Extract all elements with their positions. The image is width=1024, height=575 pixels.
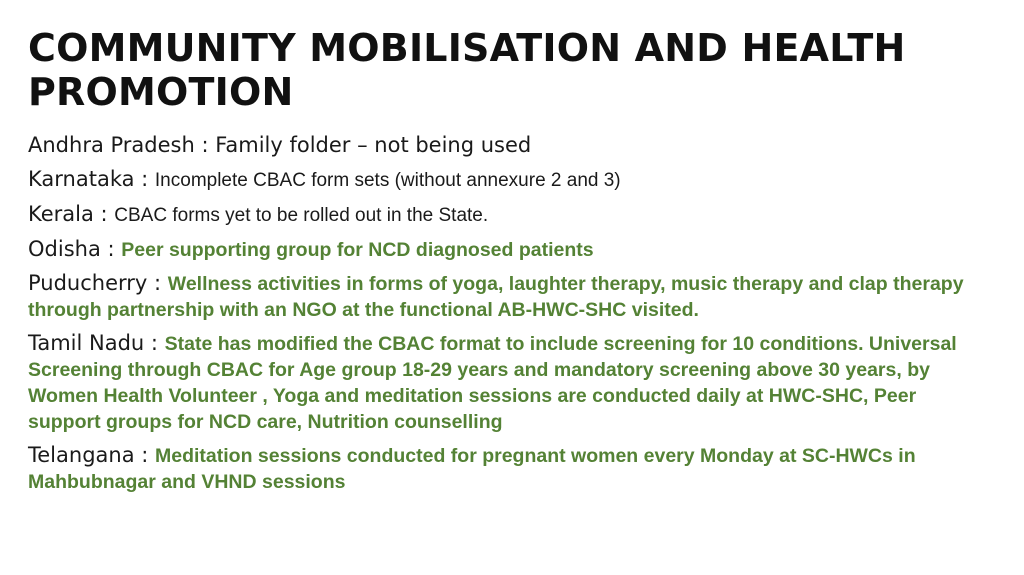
state-label: Tamil Nadu :: [28, 331, 165, 355]
state-label: Puducherry :: [28, 271, 168, 295]
state-label: Kerala :: [28, 202, 115, 226]
state-label: Andhra Pradesh :: [28, 133, 209, 157]
state-description: Meditation sessions conducted for pregnant women every Monday at SC-HWCs in Mahbubnagar and VHND sessions: [28, 445, 916, 493]
state-description: Wellness activities in forms of yoga, laughter therapy, music therapy and clap therapy through partnership with an NGO at the functional AB-HWC-SHC visited.: [28, 273, 964, 321]
list-item-odisha: [28, 236, 984, 263]
state-description: Peer supporting group for NCD diagnosed patients: [121, 239, 594, 261]
state-description: State has modified the CBAC format to include screening for 10 conditions. Universal Screening through CBAC for Age group 18-29 years and mandatory screening above 30 years, by Women Health Volunteer , Yoga and meditation sessions are conducted daily at HWC-SHC, Peer support groups for NCD care, Nutrition counselling: [28, 333, 957, 433]
list-item-karnataka: [28, 166, 984, 194]
list-item-puducherry: [28, 270, 984, 323]
state-findings-list: [28, 132, 984, 495]
state-description: Incomplete CBAC form sets (without annexure 2 and 3): [154, 170, 621, 191]
state-label: Telangana :: [28, 443, 155, 467]
state-description: CBAC forms yet to be rolled out in the State.: [114, 205, 489, 226]
list-item-andhra-pradesh: [28, 132, 984, 159]
slide-title: COMMUNITY MOBILISATION AND HEALTH PROMOTION: [28, 26, 906, 114]
list-item-tamil-nadu: [28, 330, 984, 435]
state-description: Family folder – not being used: [208, 133, 532, 157]
state-label: Odisha :: [28, 237, 122, 261]
list-item-telangana: [28, 442, 984, 495]
list-item-kerala: [28, 201, 984, 229]
state-label: Karnataka :: [28, 167, 155, 191]
